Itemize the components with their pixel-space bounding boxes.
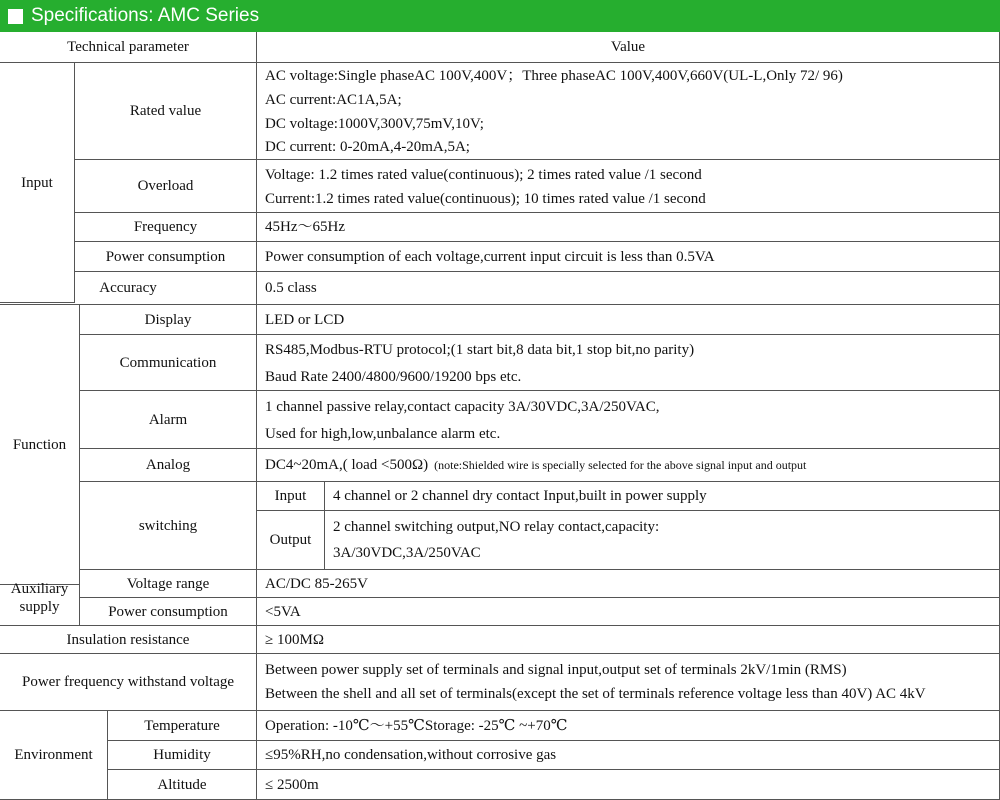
param-overload: Overload	[75, 160, 257, 213]
voltage-range-text: AC/DC 85-265V	[265, 575, 368, 592]
param-insulation-resistance: Insulation resistance	[0, 626, 257, 654]
param-communication: Communication	[80, 335, 257, 391]
param-power-consumption: Power consumption	[75, 242, 257, 272]
group-auxiliary-supply	[0, 570, 80, 626]
square-bullet-icon	[8, 9, 23, 24]
alarm-line-2: Used for high,low,unbalance alarm etc.	[265, 426, 501, 442]
param-voltage-range: Voltage range	[80, 570, 257, 598]
temperature-text: Operation: -10℃～+55℃Storage: -25℃ ~+70℃	[265, 717, 568, 734]
switching-output-label: Output	[257, 511, 325, 570]
value-alarm	[257, 391, 1000, 449]
group-environment: Environment	[0, 711, 108, 800]
power-text: Power consumption of each voltage,current input circuit is less than 0.5VA	[265, 248, 715, 265]
aux-power-text: <5VA	[265, 603, 301, 620]
param-accuracy: Accuracy	[0, 272, 257, 305]
group-function: Function	[0, 305, 80, 585]
param-rated-value: Rated value	[75, 63, 257, 160]
col-header-value: Value	[257, 32, 1000, 63]
value-voltage-range	[257, 570, 1000, 598]
value-rated	[257, 63, 1000, 160]
switching-output-line-2: 3A/30VDC,3A/250VAC	[333, 545, 481, 561]
accuracy-text: 0.5 class	[265, 280, 317, 296]
param-aux-power-consumption: Power consumption	[80, 598, 257, 626]
value-analog	[257, 449, 1000, 482]
rated-line-3: DC voltage:1000V,300V,75mV,10V;	[265, 116, 484, 132]
switching-input-text: 4 channel or 2 channel dry contact Input,built in power supply	[333, 488, 707, 504]
param-altitude: Altitude	[108, 770, 257, 800]
spec-table	[0, 32, 1000, 800]
value-temperature	[257, 711, 1000, 741]
value-communication	[257, 335, 1000, 391]
communication-line-1: RS485,Modbus-RTU protocol;(1 start bit,8 data bit,1 stop bit,no parity)	[265, 342, 695, 358]
value-insulation-resistance	[257, 626, 1000, 654]
value-accuracy	[257, 272, 1000, 305]
param-alarm: Alarm	[80, 391, 257, 449]
insulation-text: ≥ 100MΩ	[265, 631, 324, 648]
value-overload	[257, 160, 1000, 213]
communication-line-2: Baud Rate 2400/4800/9600/19200 bps etc.	[265, 369, 522, 385]
analog-text: DC4~20mA,( load <500Ω)	[265, 457, 429, 473]
group-input: Input	[0, 63, 75, 303]
value-aux-power-consumption	[257, 598, 1000, 626]
display-text: LED or LCD	[265, 311, 345, 328]
param-humidity: Humidity	[108, 741, 257, 770]
value-altitude	[257, 770, 1000, 800]
section-header	[0, 0, 1000, 32]
aux-label-2: supply	[19, 598, 60, 615]
overload-line-2: Current:1.2 times rated value(continuous); 10 times rated value /1 second	[265, 191, 706, 207]
col-header-parameter: Technical parameter	[0, 32, 257, 63]
humidity-text: ≤95%RH,no condensation,without corrosive gas	[265, 747, 557, 763]
param-analog: Analog	[80, 449, 257, 482]
withstand-line-1: Between power supply set of terminals and signal input,output set of terminals 2kV/1min (RMS)	[265, 662, 847, 678]
rated-line-2: AC current:AC1A,5A;	[265, 92, 402, 108]
rated-line-4: DC current: 0-20mA,4-20mA,5A;	[265, 139, 470, 155]
aux-label-1: Auxiliary	[10, 580, 69, 597]
switching-input-value	[325, 482, 1000, 511]
frequency-text: 45Hz～65Hz	[265, 219, 345, 235]
value-frequency	[257, 213, 1000, 242]
param-withstand-voltage: Power frequency withstand voltage	[0, 654, 257, 711]
alarm-line-1: 1 channel passive relay,contact capacity 3A/30VDC,3A/250VAC,	[265, 399, 660, 415]
withstand-line-2: Between the shell and all set of terminals(except the set of terminals reference voltage less than 40V) AC 4kV	[265, 686, 926, 702]
param-temperature: Temperature	[108, 711, 257, 741]
rated-line-1: AC voltage:Single phaseAC 100V,400V；Three phaseAC 100V,400V,660V(UL-L,Only 72/ 96)	[265, 68, 843, 84]
value-display	[257, 305, 1000, 335]
switching-output-value	[325, 511, 1000, 570]
switching-output-line-1: 2 channel switching output,NO relay contact,capacity:	[333, 519, 660, 535]
value-humidity	[257, 741, 1000, 770]
value-power-consumption	[257, 242, 1000, 272]
param-display: Display	[80, 305, 257, 335]
overload-line-1: Voltage: 1.2 times rated value(continuous); 2 times rated value /1 second	[265, 167, 702, 183]
value-withstand-voltage	[257, 654, 1000, 711]
param-frequency: Frequency	[75, 213, 257, 242]
analog-note: (note:Shielded wire is specially selected for the above signal input and output	[434, 458, 807, 472]
section-title: Specifications: AMC Series	[31, 5, 260, 26]
altitude-text: ≤ 2500m	[265, 776, 319, 793]
switching-input-label: Input	[257, 482, 325, 511]
param-switching: switching	[80, 482, 257, 570]
